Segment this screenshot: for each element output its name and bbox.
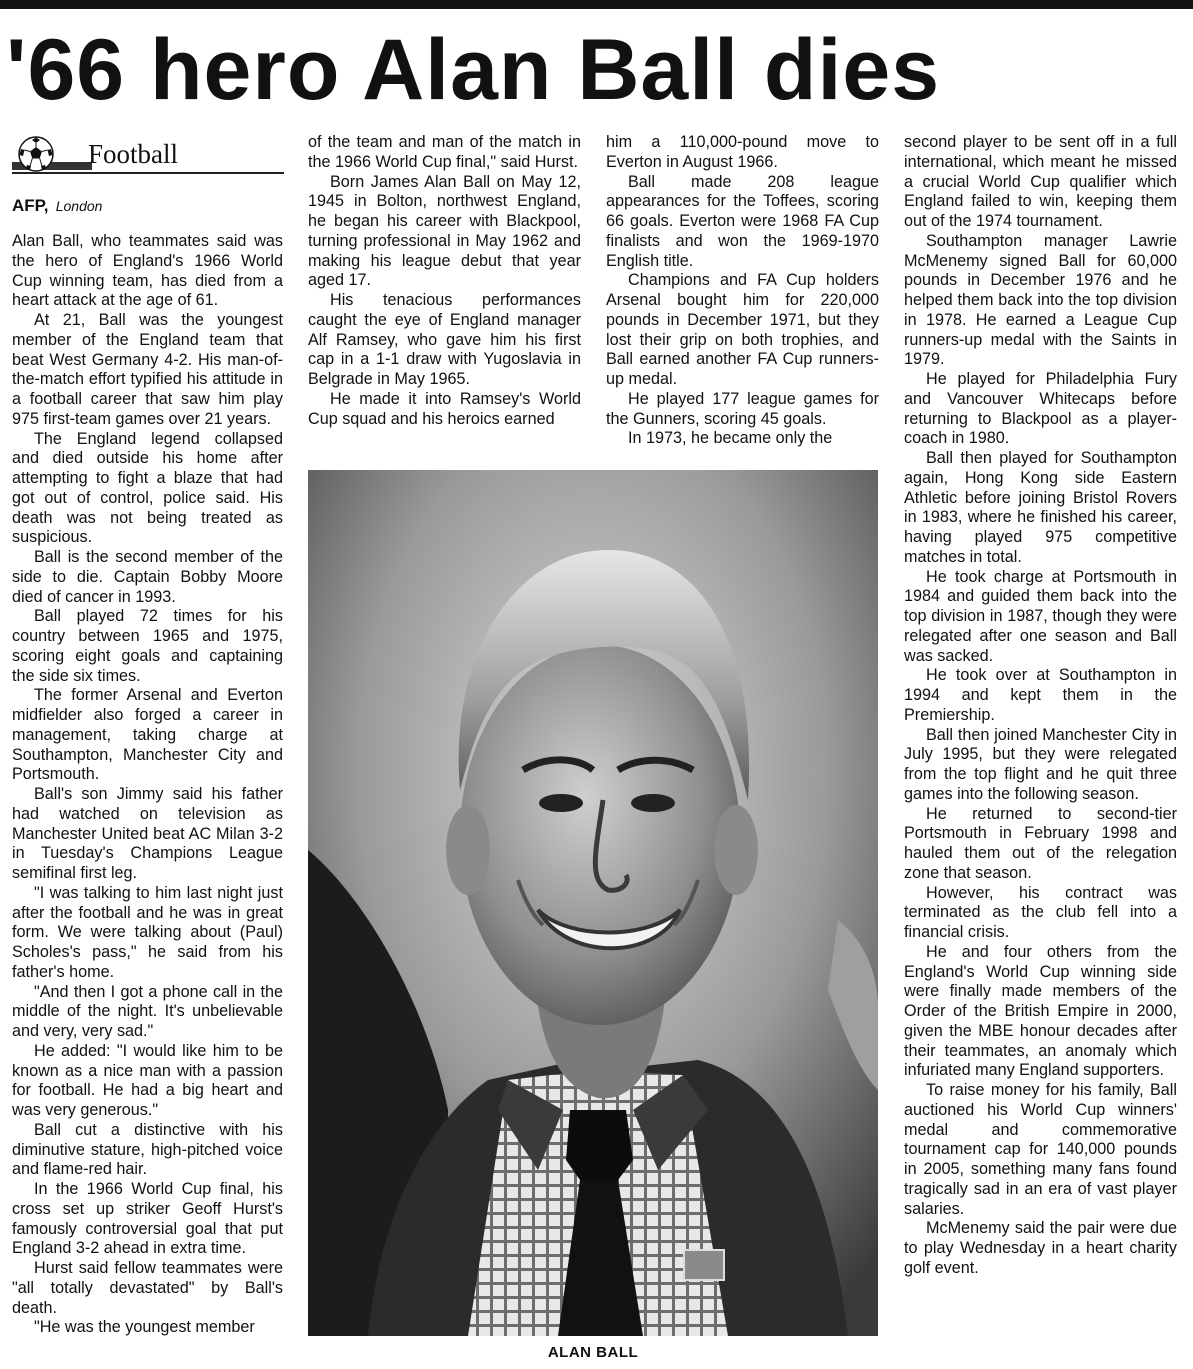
- paragraph: second player to be sent off in a full international, which meant he missed a crucial World Cup qualifier which England failed to win, keeping them out of the 1974 tournament.: [904, 133, 1177, 230]
- paragraph: He took over at Southampton in 1994 and kept them in the Premiership.: [904, 666, 1177, 724]
- paragraph: He and four others from the England's World Cup winning side were finally made members of the Order of the British Empire in 2000, given the MBE honour decades after their teammates, an anomaly which infuriated many England supporters.: [904, 942, 1177, 1080]
- byline-place: London: [55, 198, 103, 214]
- portrait-photo: [308, 470, 878, 1336]
- paragraph: In the 1966 World Cup final, his cross set up striker Geoff Hurst's famously controversial goal that put England 3-2 ahead in extra time.: [12, 1180, 283, 1258]
- headline: '66 hero Alan Ball dies: [6, 22, 941, 118]
- paragraph: "And then I got a phone call in the middle of the night. It's unbelievable and very, very sad.": [12, 982, 283, 1040]
- paragraph: The England legend collapsed and died outside his home after attempting to fight a blaze that had got out of control, police said. His death was not being treated as suspicious.: [12, 429, 283, 547]
- paragraph: Ball then played for Southampton again, Hong Kong side Eastern Athletic before joining Bristol Rovers in 1983, where he finished his career, having played 975 competitive matches in total.: [904, 449, 1177, 566]
- paragraph: He made it into Ramsey's World Cup squad and his heroics earned: [308, 389, 581, 428]
- section-label: Football: [88, 139, 179, 169]
- paragraph: Champions and FA Cup holders Arsenal bought him for 220,000 pounds in December 1971, but they lost their grip on both trophies, and Ball earned another FA Cup runners-up medal.: [606, 271, 879, 388]
- article-column-1: [12, 232, 283, 1338]
- paragraph: His tenacious performances caught the eye of England manager Alf Ramsey, who gave him his first cap in a 1-1 draw with Yugoslavia in Belgrade in May 1965.: [308, 291, 581, 388]
- top-rule: [0, 0, 1193, 9]
- paragraph: "I was talking to him last night just after the football and he was in great form. We were talking about (Paul) Scholes's pass," he said from his father's home.: [12, 883, 283, 981]
- paragraph: Ball's son Jimmy said his father had watched on television as Manchester United beat AC Milan 3-2 in Tuesday's Champions League semifinal first leg.: [12, 785, 283, 882]
- paragraph: He played for Philadelphia Fury and Vancouver Whitecaps before returning to Blackpool as a player-coach in 1980.: [904, 370, 1177, 448]
- paragraph: To raise money for his family, Ball auctioned his World Cup winners' medal and commemorative tournament cap for 140,000 pounds in 2005, something many fans found tragically sad in an era of vast player salaries.: [904, 1081, 1177, 1218]
- paragraph: Born James Alan Ball on May 12, 1945 in Bolton, northwest England, he began his career with Blackpool, turning professional in May 1962 and making his league debut that year aged 17.: [308, 172, 581, 290]
- football-icon: [18, 136, 54, 172]
- paragraph: Southampton manager Lawrie McMenemy signed Ball for 60,000 pounds in December 1976 and he helped them back into the top division in 1978. He earned a League Cup runners-up medal with the Saints in 1979.: [904, 231, 1177, 369]
- section-underline: [12, 172, 284, 174]
- paragraph: him a 110,000-pound move to Everton in August 1966.: [606, 133, 879, 171]
- paragraph: Ball played 72 times for his country between 1965 and 1975, scoring eight goals and captaining the side six times.: [12, 607, 283, 685]
- paragraph: He took charge at Portsmouth in 1984 and guided them back into the top division in 1987, though they were relegated after one season and Ball was sacked.: [904, 567, 1177, 665]
- article-column-2: [308, 133, 581, 429]
- paragraph: Ball made 208 league appearances for the Toffees, scoring 66 goals. Everton were 1968 FA Cup finalists and won the 1969-1970 English title.: [606, 172, 879, 270]
- paragraph: In 1973, he became only the: [628, 429, 833, 448]
- article-column-4: [904, 133, 1177, 1279]
- paragraph: The former Arsenal and Everton midfielder also forged a career in management, taking charge at Southampton, Manchester City and Portsmouth.: [12, 686, 283, 784]
- paragraph: McMenemy said the pair were due to play Wednesday in a heart charity golf event.: [904, 1219, 1177, 1277]
- paragraph: "He was the youngest member: [34, 1318, 255, 1337]
- paragraph: He played 177 league games for the Gunners, scoring 45 goals.: [606, 389, 879, 428]
- paragraph: Hurst said fellow teammates were "all totally devastated" by Ball's death.: [12, 1259, 283, 1317]
- paragraph: of the team and man of the match in the 1966 World Cup final," said Hurst.: [308, 133, 581, 171]
- paragraph: Ball then joined Manchester City in July 1995, but they were relegated from the top flight and he quit three games into the following season.: [904, 725, 1177, 803]
- paragraph: Alan Ball, who teammates said was the hero of England's 1966 World Cup winning team, has died from a heart attack at the age of 61.: [12, 232, 283, 310]
- paragraph: Ball cut a distinctive with his diminutive stature, high-pitched voice and flame-red hair.: [12, 1120, 283, 1179]
- paragraph: At 21, Ball was the youngest member of the England team that beat West Germany 4-2. His man-of-the-match effort typified his attitude in a football career that saw him play 975 first-team games over 21 years.: [12, 311, 283, 428]
- byline: [12, 196, 102, 216]
- paragraph: He added: "I would like him to be known as a nice man with a passion for football. He had a big heart and was very generous.": [12, 1041, 283, 1119]
- paragraph: However, his contract was terminated as the club fell into a financial crisis.: [904, 883, 1177, 941]
- section-header: [12, 134, 284, 174]
- paragraph: Ball is the second member of the side to die. Captain Bobby Moore died of cancer in 1993.: [12, 548, 283, 606]
- portrait-illustration: [308, 470, 878, 1336]
- article-column-3: [606, 133, 879, 449]
- byline-agency: AFP,: [12, 196, 49, 215]
- photo-caption: ALAN BALL: [547, 1344, 639, 1361]
- paragraph: He returned to second-tier Portsmouth in February 1998 and hauled them out of the relegation zone that season.: [904, 804, 1177, 882]
